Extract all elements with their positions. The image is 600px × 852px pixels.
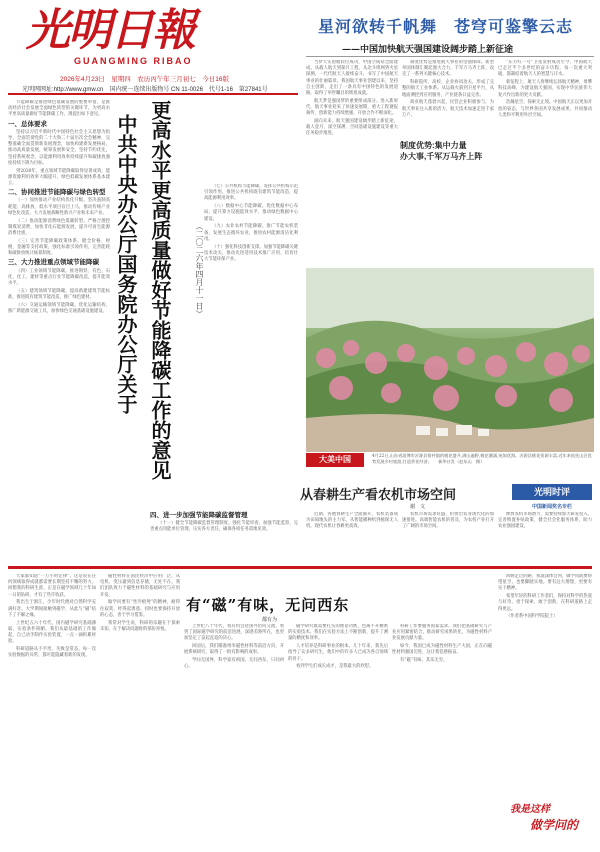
issue-date-line: 2026年4月23日 星期四 农历丙午年三月初七 今日16版 (60, 76, 230, 83)
opinion-column-2: 农机市场需求旺盛，折射出农业现代化的加速推进。高端智能农机的普及，为农机产业打开了广阔的市场空间。 (402, 512, 494, 530)
masthead-logo-english: GUANGMING RIBAO (74, 56, 193, 66)
section-heading-3: 三、大力推进重点领域节能降碳 (8, 259, 99, 267)
main-headline-date: （二〇二六年四月十一日） (195, 222, 204, 318)
bottom-section-rule (8, 566, 592, 569)
top-right-headline: 星河欲转千帆舞 苍穹可鉴擎云志 (318, 17, 574, 36)
top-right-column-3: “东方红一号”卫星发射成功至今，中国航天已走过半个多世纪的奋斗历程。每一次重大突破，都凝结着航天人的智慧与汗水。 新征程上，航天人将继续弘扬航天精神，勇攀科技高峰，为建设航天强国、实现中华民族伟大复兴作出新的更大贡献。 浩瀚星空，探索无止境。中国航天正以更加开放的姿态，与世界各国共享发展成果，共同推动人类和平利用外层空间。 (498, 60, 592, 118)
photo-caption: 4月22日,山东省淄博市沂源县鲁村镇的桃花盛开,满山遍野,桃花潮涌,宛如花海。沂源县桃花资源丰富,近年来依托山区优势发展乡村旅游,打造赏花经济。 新华社发（赵东山 摄） (372, 453, 592, 464)
main-story-column-left: 节能降碳是推进绿色低碳发展的重要举措，是推动经济社会发展全面绿色转型的关键环节。为更高水平更高质量做好节能降碳工作，现提出如下意见。 一、总体要求 坚持以习近平新时代中国特色社会主义思想为指导，全面贯彻党的二十大和二十届历次全会精神，完整准确全面贯彻新发展理念，加快构建新发展格局，推动高质量发展，统筹发展和安全，坚持节约优先，坚持系统观念，以能源利用效率持续提升和碳排放强度持续下降为目标。 到2030年，重点领域节能降碳取得显著成效，能源资源利用效率大幅提升，绿色低碳发展体系基本建立。 二、协同推进节能降碳与绿色转型 （一）加快推动产业结构优化升级。坚决遏制高耗能、高排放、低水平项目盲目上马，推动传统产业绿色化改造，大力发展战略性新兴产业和未来产业。 （二）推动能源消费绿色低碳转型。严格合理控制煤炭消费，加快非化石能源发展，提升可再生能源消费比重。 （三）完善节能降碳政策体系。健全价格、财税、金融等支持政策，强化标准引领作用，完善能耗和碳排放统计核算制度。 三、大力推进重点领域节能降碳 （四）工业领域节能降碳。推进钢铁、有色、石化、化工、建材等重点行业节能降碳改造，提升能效水平。 （五）建筑领域节能降碳。提高新建建筑节能标准，推进既有建筑节能改造，推广绿色建材。 （六）交通运输领域节能降碳。优化运输结构，推广新能源交通工具，加快绿色交通基础设施建设。 (8, 100, 110, 315)
column-logo-line-1: 我是这样 (510, 804, 550, 815)
top-right-subheadline: ——中国加快航天强国建设阔步踏上新征途 (342, 45, 514, 55)
section-heading-1: 一、总体要求 (8, 120, 47, 128)
opinion-headline: 从春耕生产看农机市场空间 (300, 488, 457, 503)
column-logo-line-2: 做学问的 (530, 818, 579, 832)
feature-author: 都有为 (262, 617, 278, 623)
masthead-rule (8, 93, 298, 95)
main-story-column-right-upper: （七）公共机构节能降碳。发挥公共机构示范引领作用，推进公共机构既有建筑节能改造，提高能源利用效率。 （八）数据中心节能降碳。优化数据中心布局，提升算力设施能效水平，推动绿色数据中心建设。 （九）农业农村节能降碳。推广节能农机装备，发展生态循环农业，推进农村能源清洁化利用。 （十）强化科技创新支撑。加强节能降碳关键技术攻关，推动先进适用技术推广应用，培育壮大节能环保产业。 (204, 184, 298, 263)
section-heading-2: 二、协同推进节能降碳与绿色转型 (8, 189, 106, 197)
top-right-column-2: 制度优势是推进航天事业的坚强保障。新型举国体制汇聚起强大合力，千军万马齐上阵，攻克了一系列关键核心技术。 科研院所、高校、企业协同攻关，形成了完整的航天工业体系。从运载火箭到卫星平台，从地面测控到应用服务，产业链条日益完善。 商业航天蓬勃兴起，民营企业积极参与，为航天事业注入新的活力，航天技术加速走进千家万户。 (402, 60, 494, 118)
top-right-column-1: 当梦天实验舱转位成功，中国空间站全面建成。从载人航天到探月工程，从北斗组网到火星探测，一代代航天人接续奋斗，书写了中国航天事业的壮丽篇章。我国航天事业创建以来，坚持自主创新，走出了一条具有中国特色的发展道路，取得了举世瞩目的辉煌成就。 航天梦是强国梦的重要组成部分。进入新时代，航天事业迎来了快速发展期，重大工程捷报频传，创新能力持续增强，开放合作不断深化。 面向未来，航天强国建设阔步踏上新征途，载人登月、深空探测、空间基础设施建设等重大任务稳步推进。 (306, 60, 398, 137)
main-story-column-bottom: 四、进一步加强节能降碳监督管理 （十一）健全节能降碳监督管理制度。强化节能审查，加强节能监察，完善重点用能单位管理，压实各方责任，确保各项任务落地见效。 (150, 512, 298, 533)
publication-info-line: 光明网网址:http://www.gmw.cn 国内统一连续出版物号 CN 11-0026 代号1-16 第27841号 (22, 87, 268, 93)
main-headline-secondary: 中共中央办公厅国务院办公厅关于 (114, 114, 138, 414)
main-headline-primary: 更高水平更高质量做好节能降碳工作的意见 (148, 100, 172, 480)
feature-column-4: 磁学研究既需要扎实的理论功底，也离不开精密的实验技术。我们在实验方法上不断创新，提升了测量的精度和效率。 人才培养是科研事业的根本。几十年来，我先后指导了众多研究生，他们中的许多人已成为各自领域的骨干。 看到学生们成长成才，是我最大的欣慰。 (288, 624, 388, 670)
top-right-divider (306, 56, 594, 57)
masthead-logo: 光明日報 (26, 5, 194, 56)
feature-column-5: 科研工作要服务国家需求。我们把基础研究与产业应用紧密结合，推动研究成果转化，为磁性材料产业发展贡献力量。 如今，我国已成为磁性材料生产大国，正在向磁性材料强国迈进，这让我倍感振奋。 有“磁”有味，其乐无穷。 (392, 624, 492, 664)
feature-column-1: 大家都知道“一万小时定律”，这是说在任何领域取得成就都需要长期坚持不懈的努力。回想我的科研生涯，正是在磁学领域几十年如一日的钻研，才有了些许收获。 我出生于浙江，少年时代便对自然科学充满好奇。大学期间接触到磁学，从此与“磁”结下了不解之缘。 上世纪五六十年代，国内磁学研究基础薄弱，实验条件简陋。我们从最基础的工作做起，自己动手制作实验装置，一点一滴积累经验。 科研道路从不平坦，失败是常态。每一次实验数据的异常，都可能隐藏着新的发现。 (8, 574, 96, 659)
feature-headline: 有“磁”有味，无问西东 (186, 596, 350, 614)
opinion-column-1: 近期，各地春耕生产全面铺开，农机装备成为田间地头的主力军。从智能播种机到植保无人机，现代农机让春耕更高效。 (306, 512, 398, 530)
opinion-column-subtitle: 中国新闻奖名专栏 (531, 504, 572, 510)
peach-blossom-illustration (306, 268, 594, 452)
photo-column-badge: 大美中国 (306, 453, 364, 467)
opinion-author: 谢 文 (410, 504, 426, 510)
feature-column-6: 回顾走过的路，我深深体会到，做学问既要仰望星空，也要脚踏实地。要有远大理想，更要有实干精神。 希望年轻的科研工作者们，保持对科学的热爱与好奇，勇于探索，敢于创新，在科研道路上走得更远。 （作者系中国科学院院士） (498, 574, 592, 620)
landscape-photo (306, 268, 594, 452)
sidebar-box-title-1: 制度优势:集中力量 (400, 141, 467, 150)
sidebar-box (400, 140, 494, 166)
feature-column-2: 磁性材料在国民经济中应用广泛，从电机、变压器到信息存储，无处不在。我们团队致力于磁性材料的基础研究与应用开发。 做学问要有“坐冷板凳”的精神，耐得住寂寞，经得起诱惑。同时也要保持开放的心态，善于学习借鉴。 我常对学生说，科研的乐趣在于探索未知，在于解决问题时的那份喜悦。 (100, 574, 180, 632)
sidebar-box-title-2: 办大事,千军万马齐上阵 (400, 152, 483, 161)
opinion-column-3: 释放农机市场潜力，需要持续加大研发投入，完善购置补贴政策，健全社会化服务体系，助力农业强国建设。 (498, 512, 592, 530)
feature-column-3: 上世纪八十年代，我有机会赴国外访问交流，看到了国际磁学研究的前沿进展，深感差距所在，也更加坚定了奋起直追的决心。 回国后，我们瞄准纳米磁性材料等前沿方向，开展系统研究，取得了一批有影响的成果。 学问无国界，科学家有祖国。无问西东，只问初心。 (184, 624, 284, 670)
opinion-column-badge: 光明时评 (512, 484, 592, 500)
section-heading-4: 四、进一步加强节能降碳监督管理 (150, 512, 248, 519)
